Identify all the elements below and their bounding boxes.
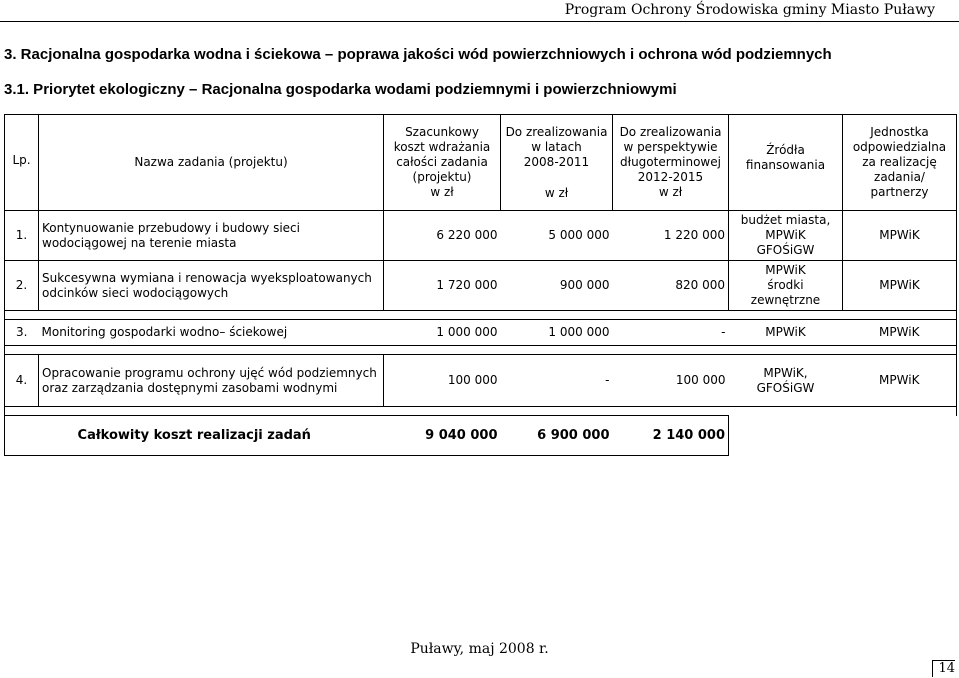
table-row [5,320,957,346]
header-lp: Lp. [5,115,39,211]
row-lp: 3. [5,320,39,346]
total-period1: 6 900 000 [501,416,613,456]
table-header-row [5,115,957,211]
footer-place-date: Puławy, maj 2008 r. [410,641,549,657]
row-cost: 100 000 [384,355,501,407]
row-cost: 1 000 000 [384,320,501,346]
row-lp: 4. [5,355,39,407]
section-subtitle: 3.1. Priorytet ekologiczny – Racjonalna gospodarka wodami podziemnymi i powierzchniowymi [4,81,677,98]
row-unit: MPWiK [843,355,957,407]
row-unit: MPWiK [843,211,957,261]
page-number: 14 [932,660,955,677]
section-title: 3. Racjonalna gospodarka wodna i ściekowa – poprawa jakości wód powierzchniowych i ochrona wód podziemnych [4,46,832,63]
total-cost: 9 040 000 [384,416,501,456]
row-name: Monitoring gospodarki wodno– ściekowej [39,320,384,346]
row-period1: 1 000 000 [501,320,613,346]
header-funding-source: Źródła finansowania [729,115,843,211]
table-total-row [5,416,957,456]
table-row [5,261,957,311]
row-cost: 1 720 000 [384,261,501,311]
row-period2: 820 000 [613,261,729,311]
row-lp: 2. [5,261,39,311]
row-name: Kontynuowanie przebudowy i budowy sieci wodociągowej na terenie miasta [39,211,384,261]
table-spacer [5,346,957,355]
row-period1: - [501,355,613,407]
row-period2: - [613,320,729,346]
row-period1: 5 000 000 [501,211,613,261]
row-source: MPWiK, GFOŚiGW [729,355,843,407]
header-name: Nazwa zadania (projektu) [39,115,384,211]
total-empty [729,416,957,456]
row-source: budżet miasta, MPWiK GFOŚiGW [729,211,843,261]
table-spacer [5,311,957,320]
row-source: MPWiK środki zewnętrzne [729,261,843,311]
tasks-table [4,114,957,456]
row-lp: 1. [5,211,39,261]
row-period2: 100 000 [613,355,729,407]
header-period-2012-2015: Do zrealizowania w perspektywie długoterminowej 2012-2015 w zł [613,115,729,211]
header-cost: Szacunkowy koszt wdrażania całości zadania (projektu) w zł [384,115,501,211]
row-name: Sukcesywna wymiana i renowacja wyeksploatowanych odcinków sieci wodociągowych [39,261,384,311]
total-label: Całkowity koszt realizacji zadań [5,416,384,456]
row-unit: MPWiK [843,320,957,346]
row-period2: 1 220 000 [613,211,729,261]
table-row [5,211,957,261]
header-period-2008-2011: Do zrealizowania w latach 2008-2011 w zł [501,115,613,211]
header-responsible-unit: Jednostka odpowiedzialna za realizację zadania/ partnerzy [843,115,957,211]
table-spacer [5,407,957,416]
row-cost: 6 220 000 [384,211,501,261]
header-divider [0,21,959,22]
document-header-title: Program Ochrony Środowiska gminy Miasto Puławy [564,2,935,18]
row-period1: 900 000 [501,261,613,311]
row-name: Opracowanie programu ochrony ujęć wód podziemnych oraz zarządzania dostępnymi zasobami wodnymi [39,355,384,407]
total-period2: 2 140 000 [613,416,729,456]
row-source: MPWiK [729,320,843,346]
row-unit: MPWiK [843,261,957,311]
table-row [5,355,957,407]
